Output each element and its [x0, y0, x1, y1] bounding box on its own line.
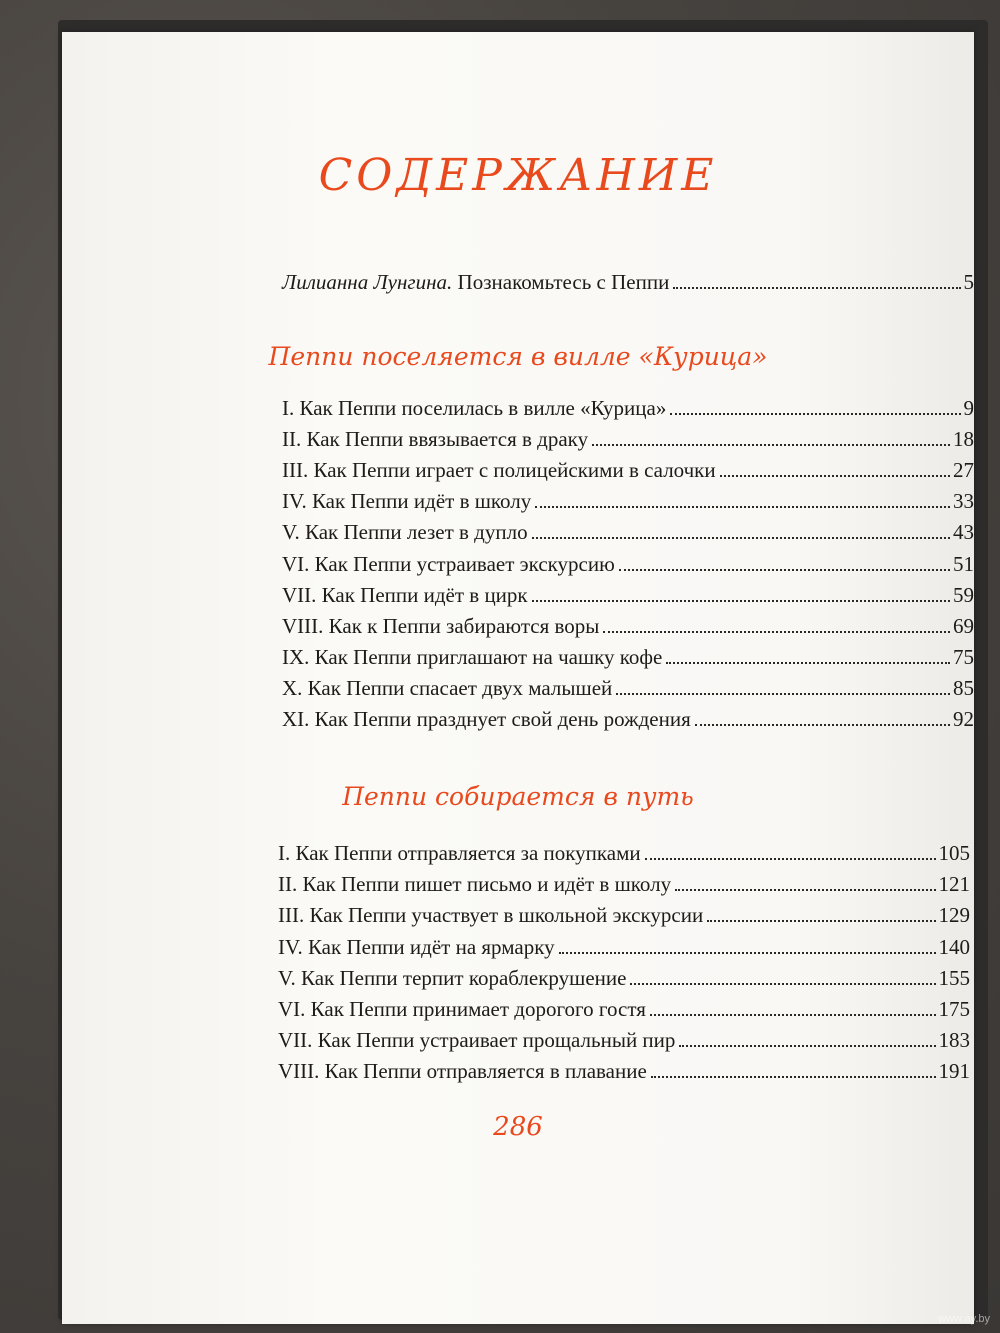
dot-leader: [532, 537, 950, 539]
toc-entry-title: Познакомьтесь с Пеппи: [452, 270, 670, 294]
dot-leader: [535, 506, 950, 508]
toc-entry-page: 18: [953, 427, 974, 452]
toc-entry-label: II. Как Пеппи пишет письмо и идёт в школу: [278, 872, 672, 897]
toc-entry-page: 27: [953, 458, 974, 483]
toc-entry-label: VIII. Как к Пеппи забираются воры: [282, 613, 600, 638]
toc-entry-page: 69: [953, 613, 974, 638]
toc-entry-page: 33: [953, 489, 974, 514]
toc-entry-page: 59: [953, 582, 974, 607]
toc-entry-label: X. Как Пеппи спасает двух малышей: [282, 675, 613, 700]
dot-leader: [670, 413, 960, 415]
toc-entry: [278, 903, 970, 928]
toc-entry-label: I. Как Пеппи отправляется за покупками: [278, 841, 641, 865]
toc-entry: [282, 707, 974, 732]
toc-entry-page: 129: [938, 903, 970, 928]
toc-entry-page: 175: [938, 997, 970, 1021]
page-title: СОДЕРЖАНИЕ: [318, 150, 718, 201]
toc-entry-page: 155: [938, 965, 970, 990]
toc-entry-page: 5: [963, 270, 974, 294]
toc-entry: [278, 997, 970, 1022]
toc-entry: [282, 396, 974, 421]
dot-leader: [707, 920, 935, 922]
dot-leader: [645, 858, 936, 860]
toc-entry-label: V. Как Пеппи терпит кораблекрушение: [278, 965, 627, 990]
toc-entry-label: IV. Как Пеппи идёт на ярмарку: [278, 934, 555, 959]
toc-entry-page: 43: [953, 520, 974, 545]
page-number: 286: [493, 1112, 543, 1142]
dot-leader: [666, 662, 950, 664]
toc-entry-intro: [282, 270, 974, 295]
toc-entry: [282, 552, 974, 577]
toc-entry: [282, 489, 974, 514]
watermark: www.ay.by: [938, 1313, 990, 1325]
toc-entry-label: VI. Как Пеппи принимает дорогого гостя: [278, 997, 646, 1021]
part2-heading: Пеппи собирается в путь: [342, 782, 694, 811]
toc-entry-label: VII. Как Пеппи идёт в цирк: [282, 582, 528, 607]
dot-leader: [695, 724, 950, 726]
dot-leader: [532, 600, 950, 602]
toc-entry-page: 75: [953, 644, 974, 669]
toc-entry-label: III. Как Пеппи участвует в школьной экскурсии: [278, 903, 704, 928]
toc-entry: [282, 676, 974, 701]
toc-entry-page: 51: [953, 551, 974, 576]
toc-entry-label: IX. Как Пеппи приглашают на чашку кофе: [282, 644, 663, 669]
toc-entry-label: XI. Как Пеппи празднует свой день рождения: [282, 707, 691, 731]
toc-entry: [282, 614, 974, 639]
toc-entry-page: 121: [938, 872, 970, 897]
toc-entry: [278, 966, 970, 991]
toc-entry: [278, 1059, 970, 1084]
dot-leader: [650, 1014, 936, 1016]
dot-leader: [630, 983, 935, 985]
toc-entry-label: [282, 270, 669, 295]
toc-entry-label: VI. Как Пеппи устраивает экскурсию: [282, 551, 615, 576]
dot-leader: [675, 889, 935, 891]
toc-entry: [282, 520, 974, 545]
dot-leader: [603, 631, 950, 633]
toc-entry-page: 191: [938, 1059, 970, 1084]
toc-entry-label: IV. Как Пеппи идёт в школу: [282, 489, 532, 514]
dot-leader: [673, 287, 960, 289]
dot-leader: [619, 569, 950, 571]
toc-entry-page: 183: [938, 1028, 970, 1053]
toc-entry: [278, 1028, 970, 1053]
toc-entry: [278, 841, 970, 866]
dot-leader: [559, 952, 936, 954]
toc-entry: [278, 872, 970, 897]
toc-entry-label: II. Как Пеппи ввязывается в драку: [282, 427, 589, 452]
part1-heading: Пеппи поселяется в вилле «Курица»: [268, 342, 768, 371]
dot-leader: [651, 1076, 936, 1078]
dot-leader: [592, 444, 950, 446]
dot-leader: [679, 1045, 935, 1047]
dot-leader: [616, 693, 950, 695]
toc-entry-page: 9: [963, 396, 974, 420]
toc-entry: [282, 427, 974, 452]
toc-entry-label: V. Как Пеппи лезет в дупло: [282, 520, 528, 545]
toc-entry-page: 85: [953, 675, 974, 700]
toc-entry-label: I. Как Пеппи поселилась в вилле «Курица»: [282, 396, 667, 420]
toc-entry-page: 92: [953, 707, 974, 731]
dot-leader: [720, 475, 950, 477]
toc-entry: [282, 458, 974, 483]
toc-entry-label: III. Как Пеппи играет с полицейскими в салочки: [282, 458, 716, 483]
toc-entry-author: Лилианна Лунгина.: [282, 270, 453, 294]
toc-entry-page: 105: [938, 841, 970, 865]
toc-entry: [282, 645, 974, 670]
book-page: [62, 32, 974, 1324]
toc-entry: [282, 583, 974, 608]
toc-entry-page: 140: [938, 934, 970, 959]
toc-entry-label: VIII. Как Пеппи отправляется в плавание: [278, 1059, 647, 1084]
toc-entry: [278, 935, 970, 960]
toc-entry-label: VII. Как Пеппи устраивает прощальный пир: [278, 1028, 676, 1053]
